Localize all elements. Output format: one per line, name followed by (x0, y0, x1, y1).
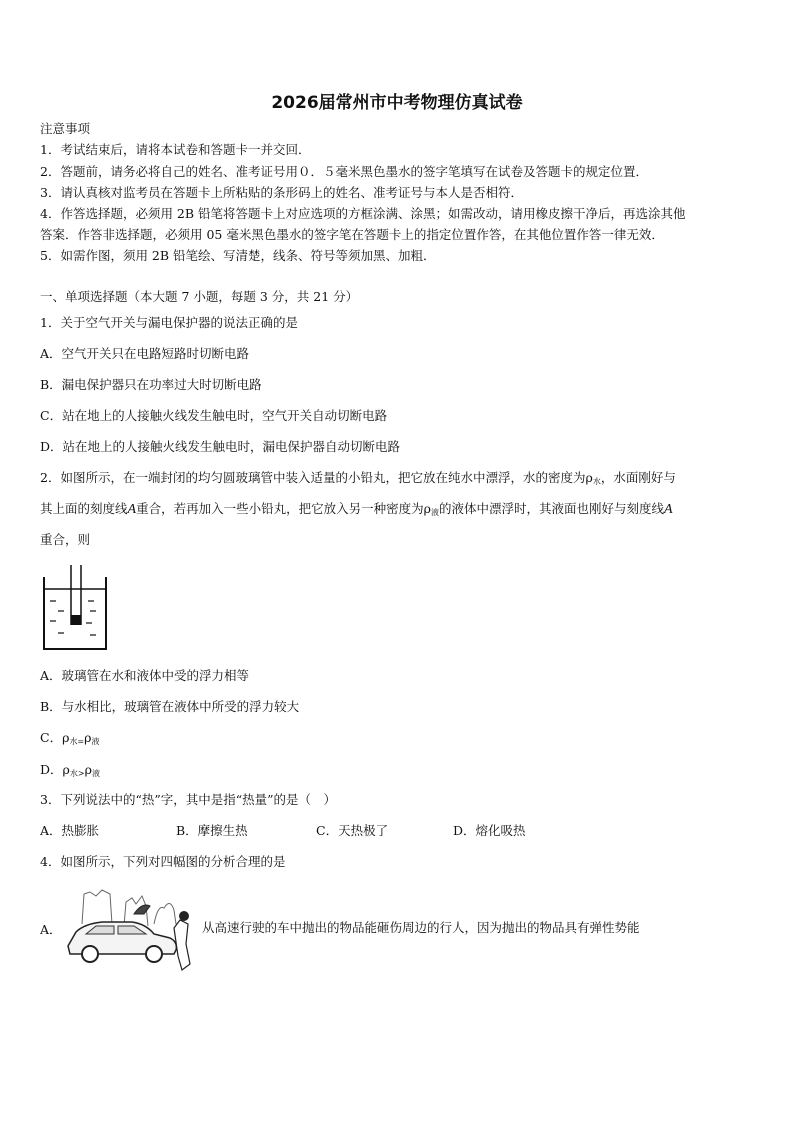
pedestrian-head (179, 911, 189, 921)
rho-symbol: ρ (585, 470, 593, 485)
question-3-option-d: D．熔化吸热 (453, 823, 526, 838)
car-wheel-rear (146, 946, 162, 962)
notice-item: 2．答题前，请务必将自己的姓名、准考证号用０．５毫米黑色墨水的签字笔填写在试卷及答题卡的规定位置． (40, 164, 648, 179)
subscript-liquid: 液 (91, 737, 100, 746)
notice-item: 4．作答选择题，必须用 2B 铅笔将答题卡上对应选项的方框涂满、涂黑；如需改动，请用橡皮擦干净后，再选涂其他 (40, 206, 686, 221)
notice-item: 1．考试结束后，请将本试卷和答题卡一并交回． (40, 142, 311, 157)
question-2-option-c (40, 730, 100, 750)
pedestrian (174, 920, 190, 970)
q2-text: ，水面刚好与 (600, 470, 676, 485)
question-3-option-c: C．天热极了 (316, 823, 389, 838)
subscript-liquid: 液 (430, 508, 439, 517)
question-3-options (40, 823, 526, 839)
q2-text: 的液体中漂浮时，其液面也刚好与刻度线 (438, 501, 664, 516)
beaker-outline (44, 577, 106, 649)
q2-text: 重合，若再加入一些小铅丸，把它放入另一种密度为 (136, 501, 424, 516)
question-2-option-d (40, 762, 100, 782)
rho-symbol: ρ (84, 730, 92, 745)
question-4-option-a-label: A． (40, 922, 62, 937)
q2-text: 其上面的刻度线 (40, 501, 128, 516)
background-trees (82, 890, 176, 926)
notice-item: 3．请认真核对监考员在答题卡上所粘贴的条形码上的姓名、准考证号与本人是否相符． (40, 185, 523, 200)
question-4-stem: 4．如图所示，下列对四幅图的分析合理的是 (40, 854, 286, 869)
rho-symbol: ρ (84, 762, 92, 777)
question-2-line-1 (40, 470, 676, 490)
subscript-water: 水 (592, 477, 601, 486)
section-heading: 一、单项选择题（本大题 7 小题，每题 3 分，共 21 分） (40, 289, 359, 304)
question-1-option-a: A．空气开关只在电路短路时切断电路 (40, 346, 250, 361)
subscript-liquid: 液 (91, 769, 100, 778)
car-wheel-front (82, 946, 98, 962)
lead-shot (71, 615, 81, 625)
rho-symbol: ρ (62, 730, 70, 745)
notice-item: 5．如需作图，须用 2B 铅笔绘、写清楚，线条、符号等须加黑、加粗． (40, 248, 436, 263)
question-4-option-a-text: 从高速行驶的车中抛出的物品能砸伤周边的行人，因为抛出的物品具有弹性势能 (202, 920, 640, 935)
q2-text: 2．如图所示，在一端封闭的均匀圆玻璃管中装入适量的小铅丸，把它放在纯水中漂浮，水的密度为 (40, 470, 586, 485)
question-3-option-b: B．摩擦生热 (176, 823, 248, 838)
question-2-line-3: 重合，则 (40, 532, 91, 547)
mark-a: A (663, 502, 673, 517)
question-2-option-b: B．与水相比，玻璃管在液体中所受的浮力较大 (40, 699, 300, 714)
option-label: C． (40, 730, 63, 745)
car-throwing-object-figure (62, 884, 197, 976)
question-1-stem: 1．关于空气开关与漏电保护器的说法正确的是 (40, 315, 298, 330)
relation: 水> (69, 769, 85, 778)
notice-heading: 注意事项 (40, 121, 91, 136)
page-title: 2026届常州市中考物理仿真试卷 (271, 93, 523, 113)
rho-symbol: ρ (423, 501, 431, 516)
question-1-option-d: D．站在地上的人接触火线发生触电时，漏电保护器自动切断电路 (40, 439, 401, 454)
beaker-figure (40, 563, 112, 653)
question-3-option-a: A．热膨胀 (40, 823, 100, 838)
relation: 水= (69, 737, 85, 746)
option-label: D． (40, 762, 63, 777)
rho-symbol: ρ (62, 762, 70, 777)
question-2-option-a: A．玻璃管在水和液体中受的浮力相等 (40, 668, 250, 683)
notice-item: 答案．作答非选择题，必须用 05 毫米黑色墨水的签字笔在答题卡上的指定位置作答，在其他位置作答一律无效． (40, 227, 664, 242)
mark-a: A (127, 502, 137, 517)
thrown-object (134, 905, 150, 914)
question-3-stem: 3．下列说法中的“热”字，其中是指“热量”的是（ ） (40, 792, 337, 807)
question-2-line-2 (40, 501, 673, 521)
question-1-option-c: C．站在地上的人接触火线发生触电时，空气开关自动切断电路 (40, 408, 388, 423)
question-1-option-b: B．漏电保护器只在功率过大时切断电路 (40, 377, 262, 392)
